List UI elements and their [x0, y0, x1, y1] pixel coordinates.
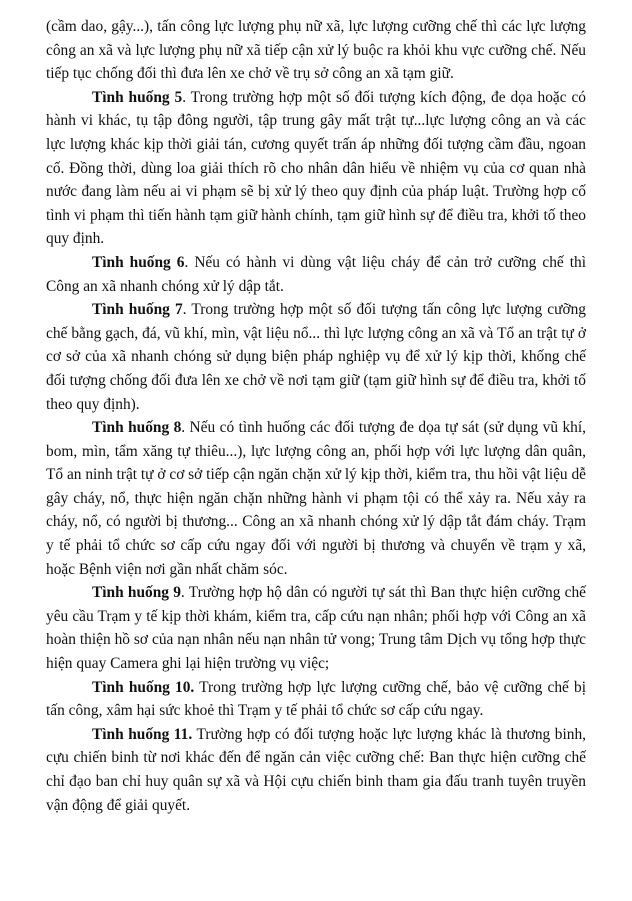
paragraph-text: (cầm dao, gậy...), tấn công lực lượng phụ nữ xã, lực lượng cưỡng chế thì các lực lượng công an xã và lực lượng phụ nữ xã tiếp cận xử lý buộc ra khỏi khu vực cưỡng chế. Nếu tiếp tục chống đối thì đưa lên xe chở về trụ sở công an xã tạm giữ.	[46, 18, 586, 83]
paragraph-text: . Nếu có tình huống các đối tượng đe dọa tự sát (sử dụng vũ khí, bom, mìn, tẩm xăng tự thiêu...), lực lượng công an, phối hợp với lực lượng dân quân, Tổ an ninh trật tự ở cơ sở tiếp cận ngăn chặn xử lý kịp thời, kiểm tra, thu hồi vật liệu dễ gây cháy, nổ, thực hiện ngăn chặn những hành vi phạm tội có thể xảy ra. Nếu xảy ra cháy, nổ, có người bị thương... Công an xã nhanh chóng xử lý dập tắt đám cháy. Trạm y tế phải tổ chức sơ cấp cứu ngay đối với người bị thương và chuyển về trạm y xã, hoặc Bệnh viện nơi gần nhất chăm sóc.	[46, 419, 587, 578]
paragraph-heading: Tình huống 10.	[92, 678, 195, 696]
paragraph-text: . Trường hợp hộ dân có người tự sát thì Ban thực hiện cưỡng chế yêu cầu Trạm y tế kịp thời khám, kiểm tra, cấp cứu nạn nhân; phối hợp với Công an xã hoàn thiện hồ sơ của nạn nhân nếu nạn nhân tử vong; Trung tâm Dịch vụ tổng hợp thực hiện quay Camera ghi lại hiện trường vụ việc;	[46, 584, 587, 673]
paragraph-heading: Tình huống 9	[92, 584, 181, 602]
paragraph-tinh-huong-11	[46, 723, 586, 817]
paragraph-text: Trường hợp có đối tượng hoặc lực lượng khác là thương binh, cựu chiến binh từ nơi khác đến để ngăn cản việc cưỡng chế: Ban thực hiện cưỡng chế chỉ đạo ban chỉ huy quân sự xã và Hội cựu chiến binh tham gia đấu tranh tuyên truyền vận động để giải quyết.	[46, 725, 586, 814]
paragraph-text: . Trong trường hợp một số đối tượng tấn công lực lượng cưỡng chế bằng gạch, đá, vũ khí, mìn, vật liệu nổ... thì lực lượng công an xã và Tổ an trật tự ở cơ sở của xã nhanh chóng sử dụng biện pháp nghiệp vụ để xử lý kịp thời, khống chế đối tượng chống đối đưa lên xe chở về nơi tạm giữ (tạm giữ hình sự để điều tra, khởi tố theo quy định).	[46, 301, 586, 413]
paragraph-text: . Trong trường hợp một số đối tượng kích động, đe dọa hoặc có hành vi khác, tụ tập đông người, tập trung gây mất trật tự...lực lượng công an và các lực lượng khác kịp thời giải tán, cương quyết trấn áp những đối tượng cầm đầu, ngoan cố. Đồng thời, dùng loa giải thích rõ cho nhân dân hiểu về nhiệm vụ của cơ quan nhà nước đang làm nếu ai vi phạm sẽ bị xử lý theo quy định của pháp luật. Trường hợp cố tình vi phạm thì tiến hành tạm giữ hành chính, tạm giữ hình sự để điều tra, khởi tố theo quy định.	[46, 88, 587, 248]
paragraph-text: Trong trường hợp lực lượng cưỡng chế, bảo vệ cưỡng chế bị tấn công, xâm hại sức khoẻ thì Trạm y tế phải tổ chức sơ cấp cứu ngay.	[46, 678, 586, 720]
paragraph-continuation	[46, 15, 586, 86]
paragraph-tinh-huong-9	[46, 581, 586, 675]
paragraph-tinh-huong-6	[46, 251, 586, 298]
paragraph-tinh-huong-5	[46, 86, 586, 251]
paragraph-heading: Tình huống 6	[92, 253, 185, 271]
paragraph-heading: Tình huống 5	[92, 88, 183, 106]
paragraph-tinh-huong-7	[46, 298, 586, 416]
paragraph-tinh-huong-8	[46, 416, 586, 581]
paragraph-heading: Tình huống 11.	[92, 725, 193, 743]
paragraph-heading: Tình huống 7	[92, 301, 183, 319]
paragraph-tinh-huong-10	[46, 676, 586, 723]
paragraph-heading: Tình huống 8	[92, 419, 182, 437]
paragraph-text: . Nếu có hành vi dùng vật liệu cháy để cản trở cưỡng chế thì Công an xã nhanh chóng xử lý dập tắt.	[46, 253, 586, 295]
